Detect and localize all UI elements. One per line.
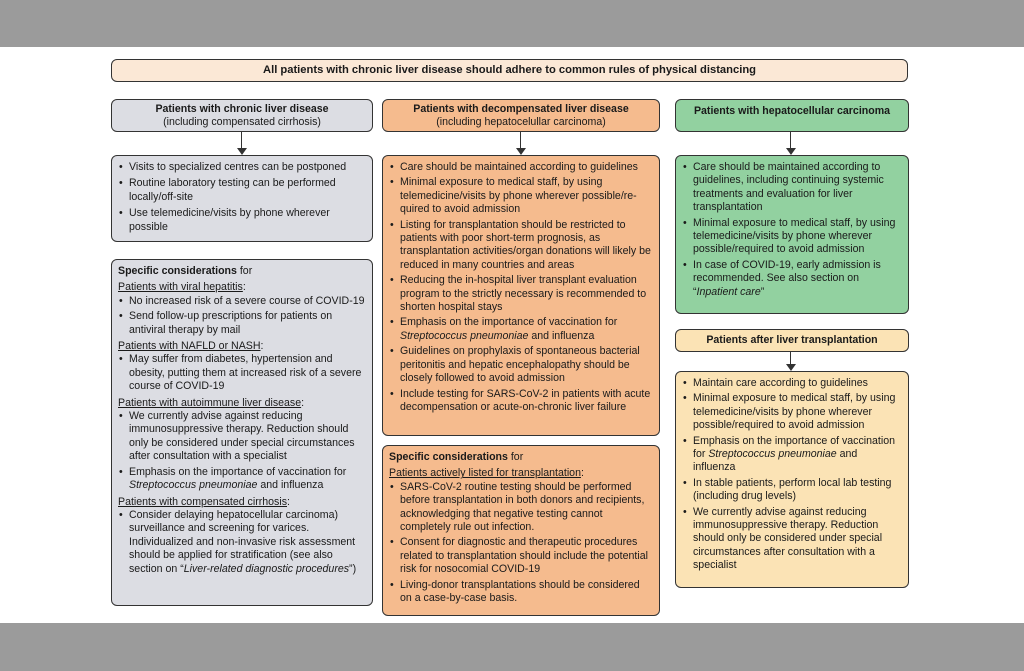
text: In case of COVID-19, early admission is recommended. See also section on “	[693, 258, 881, 298]
col2-specific-box	[382, 445, 660, 616]
group-item: • Send follow-up prescriptions for patients on antiviral therapy by mail	[118, 310, 366, 337]
col1-header-sub: (including compensated cirrhosis)	[163, 116, 321, 129]
group-suffix: :	[580, 467, 584, 480]
italic-text: Streptococcus pneumoniae	[400, 329, 529, 342]
group-title	[118, 281, 366, 294]
text: and influenza	[257, 479, 324, 492]
text: ”)	[349, 562, 357, 575]
col3-general-box	[675, 155, 909, 314]
group-title	[118, 496, 366, 509]
col2-header-title: Patients with decompensated liver disease	[413, 103, 629, 115]
text: Emphasis on the importance of vaccination for	[129, 465, 347, 478]
specific-bold: Specific considerations	[118, 265, 237, 277]
group-item: • No increased risk of a severe course of COVID-19	[118, 295, 366, 308]
group-suffix: :	[260, 340, 264, 353]
specific-bold: Specific considerations	[389, 451, 508, 463]
text: Consider delaying hepatocellular carcinoma) surveillance and screening for varices. Individualized and non-invasive risk assessment should be applied for stratification (see also section on “	[129, 508, 356, 575]
col1-bullet: • Use telemedicine/visits by phone wherever possible	[118, 207, 366, 234]
col1-bullet: • Visits to specialized centres can be postponed	[118, 161, 366, 174]
col1-header-title: Patients with chronic liver disease	[155, 103, 329, 115]
text: Emphasis on the importance of vaccination for	[400, 316, 618, 329]
group-title	[118, 340, 366, 353]
col2-bullet: • Minimal exposure to medical staff, by using telemedicine/visits by phone wherever possible/re-quired to avoid admission	[389, 176, 653, 216]
group-item: • We currently advise against reducing immunosuppressive therapy. Reduction should only be considered under special circumstances after consultation with a specialist	[118, 410, 366, 464]
col4-bullet	[682, 435, 902, 475]
specific-rest: for	[507, 451, 524, 463]
banner-text: All patients with chronic liver disease should adhere to common rules of physical distancing	[263, 64, 756, 76]
col3-bullet: • Minimal exposure to medical staff, by using telemedicine/visits by phone wherever possible/required to avoid admission	[682, 217, 902, 257]
col1-specific-title	[118, 265, 366, 278]
group-title-text: Patients with autoimmune liver disease	[118, 396, 302, 409]
banner	[111, 59, 908, 82]
col4-arrow	[786, 352, 796, 371]
group-item: • Living-donor transplantations should be considered on a case-by-case basis.	[389, 579, 653, 606]
col4-bullet: • In stable patients, perform local lab testing (including drug levels)	[682, 477, 902, 504]
group-item: • SARS-CoV-2 routine testing should be performed before transplantation in both donors and recipients, acknowledging that negative testing cannot completely rule out infection.	[389, 481, 653, 535]
group-item: • May suffer from diabetes, hypertension and obesity, putting them at increased risk of a severe course of COVID-19	[118, 353, 366, 393]
group-title	[389, 467, 653, 480]
italic-text: Streptococcus pneumoniae	[129, 479, 258, 492]
col3-bullet	[682, 259, 902, 299]
col1-general-box	[111, 155, 373, 242]
group-item	[118, 509, 366, 576]
group-title	[118, 397, 366, 410]
specific-rest: for	[236, 265, 253, 277]
col4-header-title: Patients after liver transplantation	[706, 334, 878, 346]
col3-bullet: • Care should be maintained according to guidelines, including continuing systemic treatments and evaluation for liver transplantation	[682, 161, 902, 215]
group-title-text: Patients with NAFLD or NASH	[118, 340, 261, 353]
text: and influenza	[528, 329, 595, 342]
col4-bullet: • Maintain care according to guidelines	[682, 377, 902, 390]
group-title-text: Patients with compensated cirrhosis	[118, 495, 287, 508]
italic-text: Inpatient care	[696, 285, 761, 298]
col3-header	[675, 99, 909, 132]
col2-specific-title	[389, 451, 653, 464]
col3-arrow	[786, 132, 796, 155]
col4-bullet: • We currently advise against reducing immunosuppressive therapy. Reduction should only be considered under special circumstances after consultation with a specialist	[682, 506, 902, 573]
col2-arrow	[516, 132, 526, 155]
col2-bullet: • Reducing the in-hospital liver transplant evaluation program to the strictly necessary is recommended to shorten hospital stays	[389, 274, 653, 314]
col4-header	[675, 329, 909, 352]
text: Emphasis on the importance of vaccination for	[693, 434, 895, 461]
col1-bullet: • Routine laboratory testing can be performed locally/off-site	[118, 177, 366, 204]
col2-bullet: • Care should be maintained according to guidelines	[389, 161, 653, 174]
col2-bullet: • Guidelines on prophylaxis of spontaneous bacterial peritonitis and hepatic encephalopathy should be closely followed to avoid admission	[389, 345, 653, 385]
col2-bullet: • Include testing for SARS-CoV-2 in patients with acute decompensation or acute-on-chronic liver failure	[389, 388, 653, 415]
figure-page	[0, 47, 1024, 623]
col2-bullet: • Listing for transplantation should be restricted to patients with poor short-term prognosis, as transplantation activities/organ donations will likely be reduced in many countries and areas	[389, 219, 653, 273]
text: and influenza	[693, 448, 858, 474]
group-title-text: Patients actively listed for transplantation	[389, 467, 581, 480]
group-suffix: :	[301, 396, 305, 409]
col4-bullet: • Minimal exposure to medical staff, by using telemedicine/visits by phone wherever possible/required to avoid admission	[682, 392, 902, 432]
group-item: • Consent for diagnostic and therapeutic procedures related to transplantation should include the potential risk for nosocomial COVID-19	[389, 536, 653, 576]
col1-header	[111, 99, 373, 132]
group-title-text: Patients with viral hepatitis	[118, 281, 243, 294]
group-item	[118, 466, 366, 493]
col4-general-box	[675, 371, 909, 588]
col1-arrow	[237, 132, 247, 155]
col2-general-box	[382, 155, 660, 436]
col1-specific-box	[111, 259, 373, 606]
group-suffix: :	[242, 281, 246, 294]
col2-header-sub: (including hepatocelullar carcinoma)	[436, 116, 606, 129]
text: ”	[760, 285, 765, 298]
col2-header	[382, 99, 660, 132]
italic-text: Liver-related diagnostic procedures	[183, 562, 350, 575]
col2-bullet	[389, 316, 653, 343]
italic-text: Streptococcus pneumoniae	[708, 448, 837, 461]
col3-header-title: Patients with hepatocellular carcinoma	[693, 105, 891, 117]
group-suffix: :	[287, 495, 290, 508]
